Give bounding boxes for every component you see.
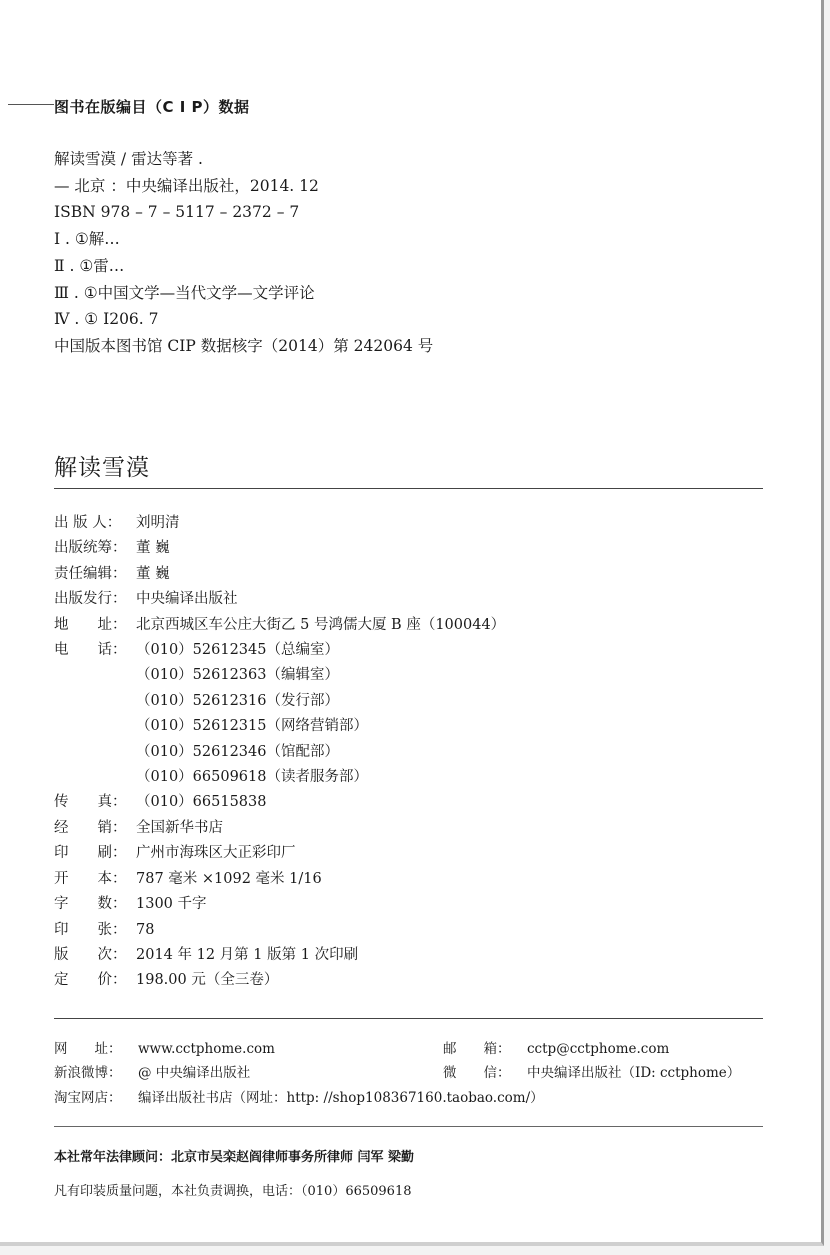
cip-line: 中国版本图书馆 CIP 数据核字（2014）第 242064 号 [54,336,434,355]
info-label [54,765,136,790]
info-row [54,638,505,663]
info-label [54,714,136,739]
info-row [54,765,505,790]
website-entry [54,1037,275,1061]
info-row [54,536,505,561]
weibo-entry [54,1061,250,1085]
info-row [54,968,505,993]
wechat-label: 微 信： [443,1065,511,1082]
cip-line: — 北京 ：中央编译出版社，2014. 12 [54,176,319,195]
info-value: （010）52612363（编辑室） [136,667,339,684]
info-label: 版 次： [54,946,127,963]
weibo-label: 新浪微博： [54,1065,122,1082]
cip-line: ISBN 978 – 7 – 5117 – 2372 – 7 [54,203,300,222]
info-value: 董 巍 [136,540,170,557]
info-value: 全国新华书店 [136,819,223,836]
publication-info [54,511,505,994]
cip-line: Ⅰ . ①解… [54,230,120,249]
info-value: （010）52612345（总编室） [136,642,339,659]
info-row [54,841,505,866]
info-label: 印 张： [54,921,127,938]
info-row [54,511,505,536]
website-label: 网 址： [54,1041,122,1057]
cip-title: 图书在版编目（C I P）数据 [54,98,250,116]
contact-block [54,1037,763,1110]
legal-advisor: 本社常年法律顾问：北京市吴栾赵阎律师事务所律师 闫军 梁勤 [54,1150,415,1165]
info-label: 出版统筹： [54,540,127,557]
cip-line: Ⅲ . ①中国文学—当代文学—文学评论 [54,283,315,302]
contact-row [54,1086,763,1110]
info-value: 董 巍 [136,565,170,582]
website-value: www.cctphome.com [138,1041,275,1057]
info-row [54,562,505,587]
info-row [54,587,505,612]
divider [54,1018,763,1019]
wechat-entry [443,1061,740,1085]
info-value: 2014 年 12 月第 1 版第 1 次印刷 [136,946,359,963]
info-label: 开 本： [54,870,127,887]
info-row [54,918,505,943]
info-label: 经 销： [54,819,127,836]
info-value: 中央编译出版社 [136,591,238,608]
wechat-value: 中央编译出版社（ID: cctphome） [527,1065,741,1082]
cip-data-block [54,146,433,360]
taobao-entry [54,1086,544,1110]
info-value: 198.00 元（全三卷） [136,972,279,989]
info-value: （010）52612315（网络营销部） [136,718,368,735]
info-label: 责任编辑： [54,565,127,582]
cip-line: 解读雪漠 / 雷达等著 . [54,150,203,168]
email-value: cctp@cctphome.com [527,1041,670,1057]
info-row [54,816,505,841]
info-value: （010）52612346（馆配部） [136,743,339,760]
info-row [54,892,505,917]
top-rule-stub [8,104,54,105]
info-row [54,689,505,714]
info-value: （010）52612316（发行部） [136,692,339,709]
cip-line: Ⅱ . ①雷… [54,256,125,275]
email-entry [443,1037,669,1061]
contact-row [54,1061,763,1085]
contact-row [54,1037,763,1061]
info-label: 传 真： [54,794,127,811]
info-row [54,740,505,765]
info-row [54,790,505,815]
info-value: 1300 千字 [136,896,207,913]
weibo-value: @ 中央编译出版社 [138,1065,251,1082]
email-label: 邮 箱： [443,1041,511,1057]
divider [54,488,763,489]
info-label [54,689,136,714]
quality-note: 凡有印装质量问题，本社负责调换，电话：（010）66509618 [54,1184,412,1199]
info-label: 出版发行： [54,591,127,608]
info-label: 电 话： [54,642,127,659]
info-value: 广州市海珠区大正彩印厂 [136,845,296,862]
info-value: （010）66515838 [136,794,267,811]
info-label: 地 址： [54,616,127,633]
info-value: 787 毫米 ×1092 毫米 1/16 [136,870,322,887]
info-row [54,663,505,688]
cip-line: Ⅳ . ① I206. 7 [54,310,159,329]
info-value: 北京西城区车公庄大街乙 5 号鸿儒大厦 B 座（100044） [136,616,506,633]
taobao-label: 淘宝网店： [54,1089,122,1106]
info-row [54,613,505,638]
taobao-value: 编译出版社书店（网址：http: //shop108367160.taobao.com/） [138,1089,544,1106]
info-label: 定 价： [54,972,127,989]
info-row [54,867,505,892]
info-row [54,714,505,739]
info-label [54,663,136,688]
info-label [54,740,136,765]
info-label: 印 刷： [54,845,127,862]
book-title: 解读雪漠 [54,455,150,481]
info-row [54,943,505,968]
info-label: 字 数： [54,896,127,913]
info-value: 刘明清 [136,515,180,531]
info-value: 78 [136,921,155,938]
info-label: 出 版 人： [54,515,122,531]
info-value: （010）66509618（读者服务部） [136,769,368,786]
divider [54,1126,763,1127]
